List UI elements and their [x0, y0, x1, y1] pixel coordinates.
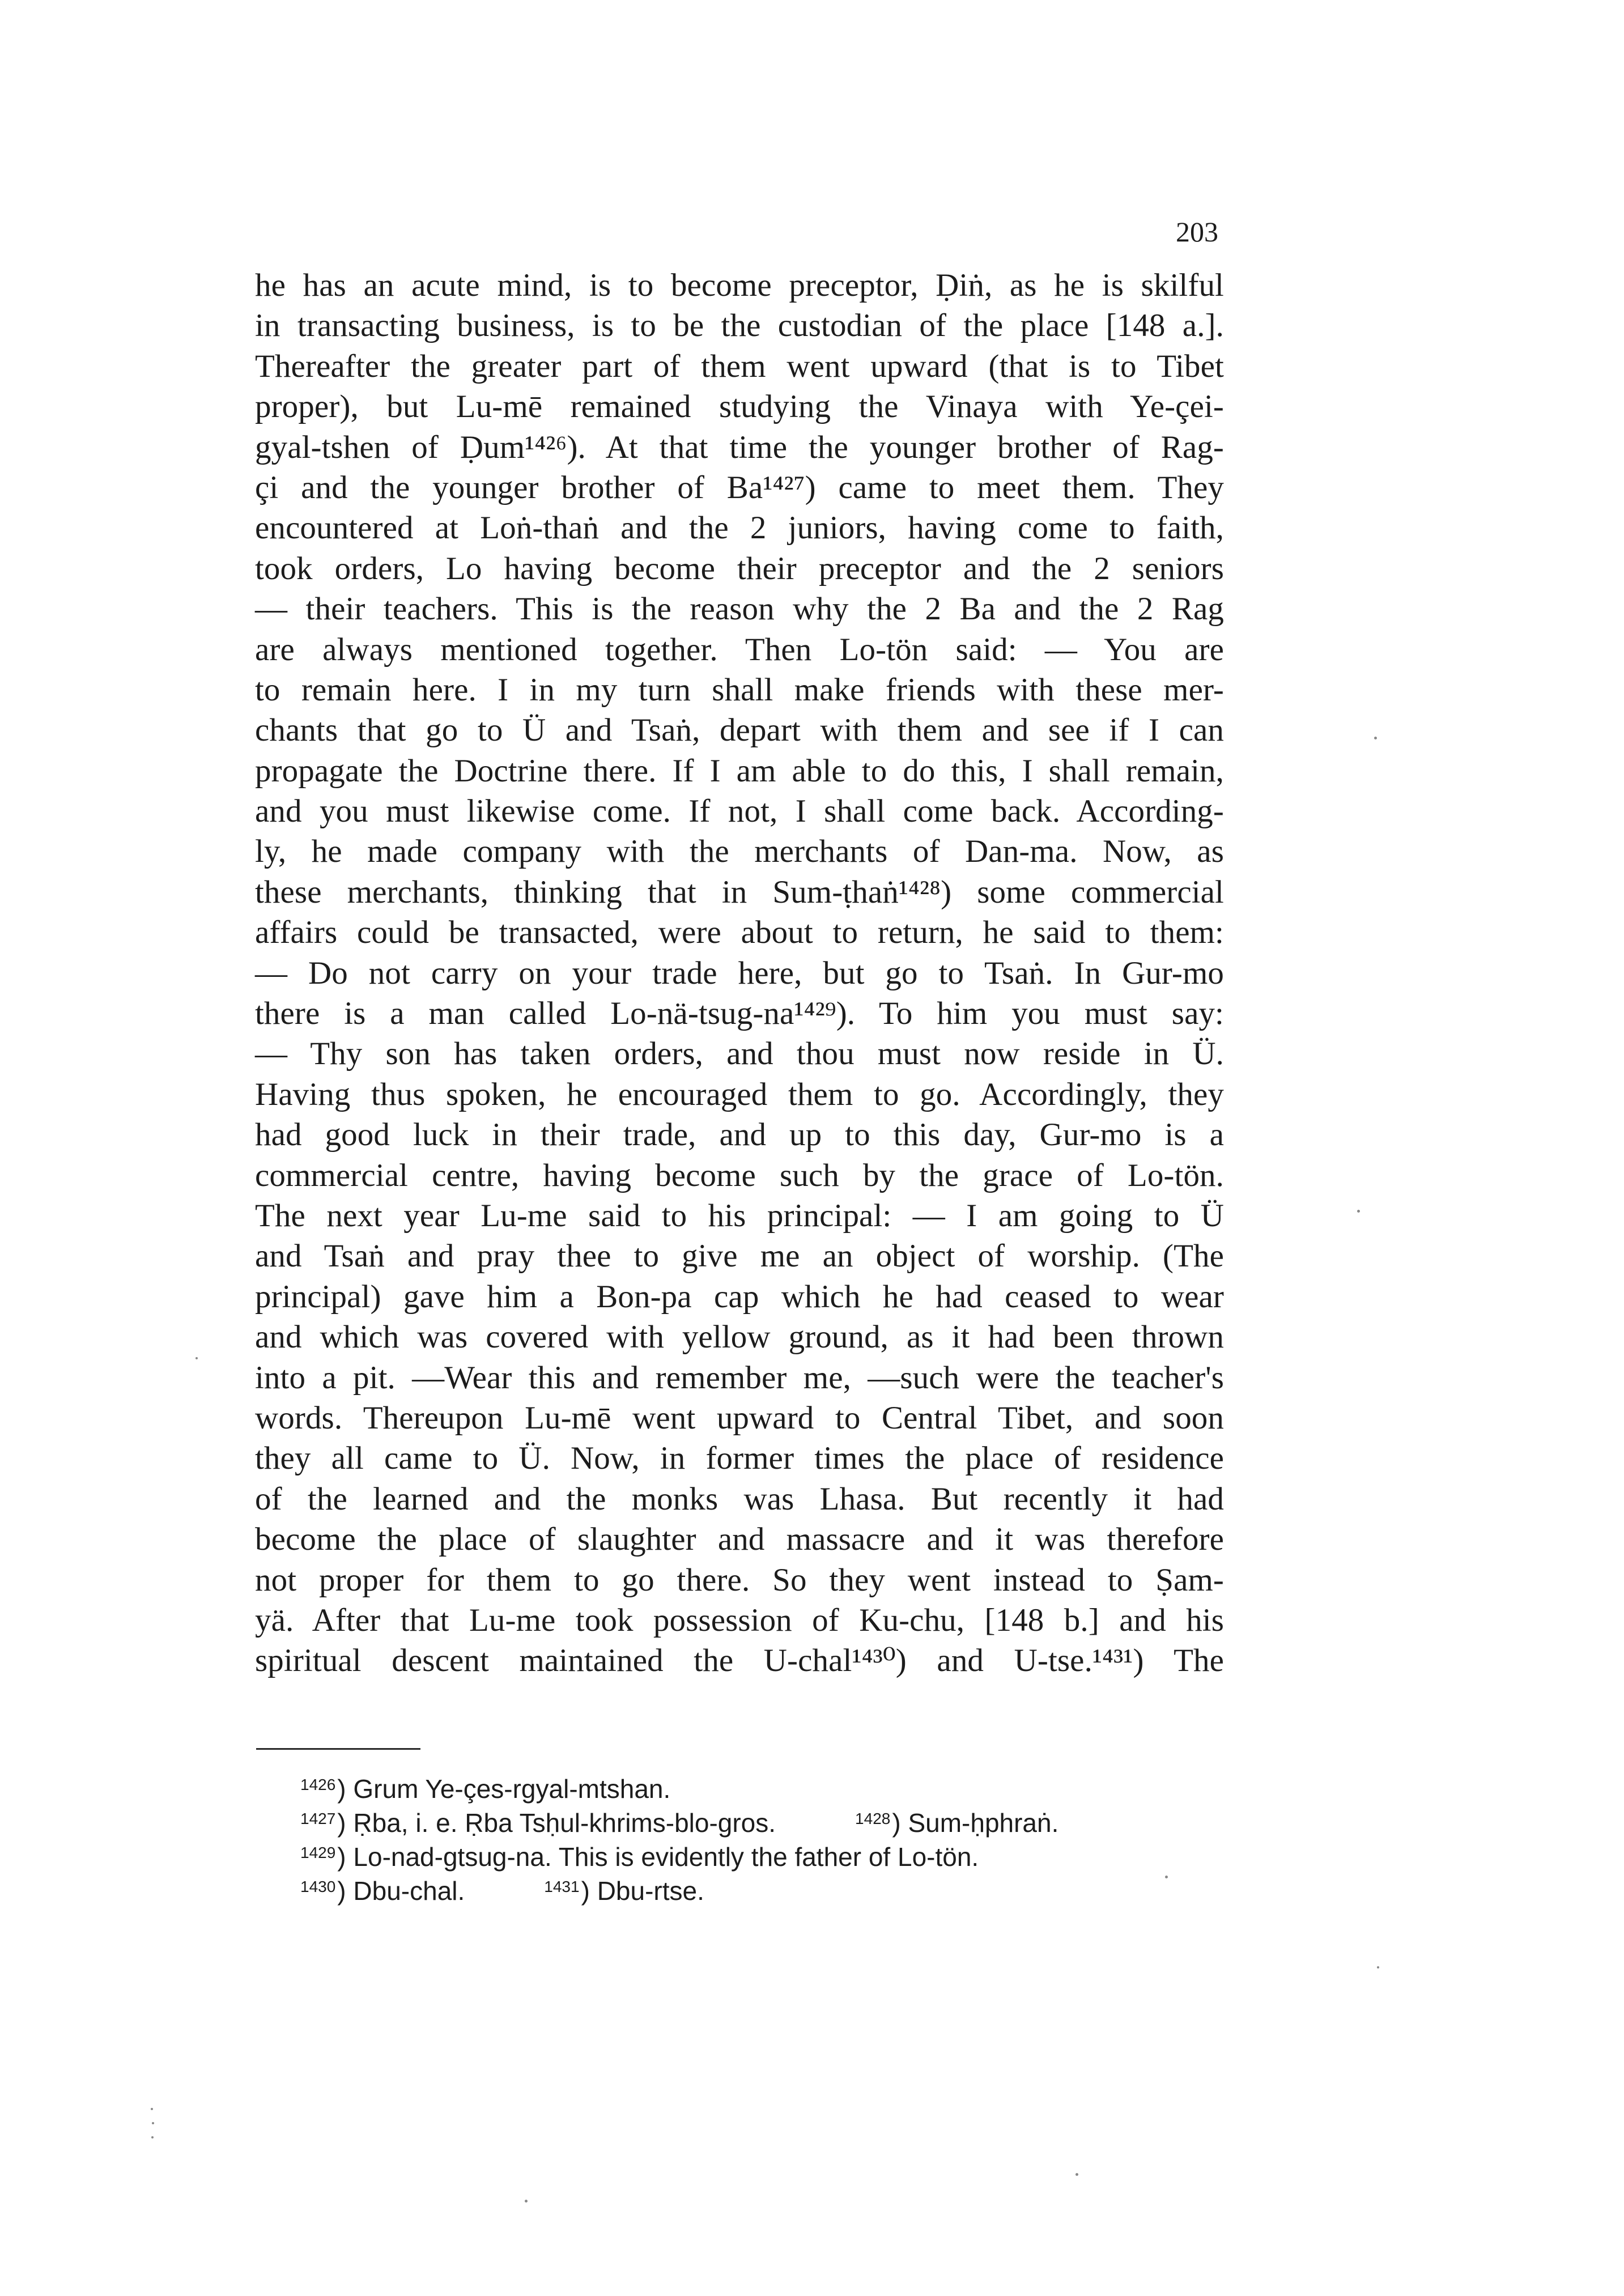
footnote-number: 1430	[300, 1878, 336, 1895]
text-line: become the place of slaughter and massacre and it was therefore	[255, 1521, 1224, 1558]
footnotes	[300, 1768, 1207, 1904]
footnote-text: Lo-nad-gtsug-na. This is evidently the father of Lo-tön.	[353, 1842, 979, 1872]
text-line: not proper for them to go there. So they went instead to Ṣam-	[255, 1562, 1224, 1598]
text-line: Thereafter the greater part of them went upward (that is to Tibet	[255, 348, 1224, 384]
footnote	[300, 1836, 979, 1874]
footnote	[300, 1768, 670, 1806]
footnote-text: Grum Ye-çes-rgyal-mtshan.	[353, 1774, 671, 1804]
text-line: to remain here. I in my turn shall make friends with these mer-	[255, 671, 1224, 708]
footnote-paren: )	[337, 1842, 354, 1872]
text-line: and you must likewise come. If not, I shall come back. According-	[255, 793, 1224, 830]
footnote-text: Sum-ḥphraṅ.	[908, 1808, 1059, 1838]
text-line: of the learned and the monks was Lhasa. But recently it had	[255, 1481, 1224, 1517]
text-line: çi and the younger brother of Ba¹⁴²⁷) came to meet them. They	[255, 469, 1224, 505]
text-line: are always mentioned together. Then Lo-tön said: — You are	[255, 631, 1224, 667]
footnote-paren: )	[337, 1876, 354, 1906]
text-line: proper), but Lu-mē remained studying the Vinaya with Ye-çei-	[255, 389, 1224, 425]
footnote-text: Ṛba, i. e. Ṛba Tsḥul-khrims-blo-gros.	[353, 1808, 776, 1838]
text-line: and Tsaṅ and pray thee to give me an object of worship. (The	[255, 1238, 1224, 1274]
text-line: gyal-tshen of Ḍum¹⁴²⁶). At that time the younger brother of Rag-	[255, 429, 1224, 465]
print-speck	[151, 2136, 154, 2138]
print-speck	[1075, 2173, 1078, 2176]
text-line: spiritual descent maintained the U-chal¹⁴³⁰) and U-tse.¹⁴³¹) The	[255, 1643, 1224, 1679]
footnote-paren: )	[337, 1808, 354, 1838]
text-line: — Do not carry on your trade here, but go to Tsaṅ. In Gur-mo	[255, 955, 1224, 991]
text-line: propagate the Doctrine there. If I am able to do this, I shall remain,	[255, 752, 1224, 789]
footnote-paren: )	[337, 1774, 354, 1804]
footnote-paren: )	[892, 1808, 908, 1838]
text-line: yä. After that Lu-me took possession of Ku-chu, [148 b.] and his	[255, 1602, 1224, 1638]
print-speck	[525, 2200, 528, 2203]
footnote-line	[300, 1802, 1207, 1836]
text-line: commercial centre, having become such by the grace of Lo-tön.	[255, 1157, 1224, 1193]
text-line: — Thy son has taken orders, and thou must now reside in Ü.	[255, 1036, 1224, 1072]
footnote-line	[300, 1768, 1207, 1802]
text-line: affairs could be transacted, were about to return, he said to them:	[255, 915, 1224, 951]
footnote-number: 1427	[300, 1810, 336, 1827]
footnote-line	[300, 1870, 1207, 1904]
print-speck	[1374, 737, 1377, 739]
text-line: and which was covered with yellow ground, as it had been thrown	[255, 1319, 1224, 1355]
footnote	[300, 1802, 776, 1840]
footnote-number: 1426	[300, 1776, 336, 1793]
print-speck	[1377, 1966, 1379, 1968]
text-line: in transacting business, is to be the custodian of the place [148 a.].	[255, 308, 1224, 344]
footnote	[544, 1870, 704, 1908]
footnote-line	[300, 1836, 1207, 1870]
text-line: ly, he made company with the merchants of Dan-ma. Now, as	[255, 834, 1224, 870]
text-line: The next year Lu-me said to his principal: — I am going to Ü	[255, 1197, 1224, 1234]
page-number: 203	[1176, 216, 1218, 248]
footnote-number: 1431	[544, 1878, 580, 1895]
text-line: into a pit. —Wear this and remember me, —such were the teacher's	[255, 1359, 1224, 1396]
text-line: encountered at Loṅ-thaṅ and the 2 juniors, having come to faith,	[255, 510, 1224, 546]
text-line: took orders, Lo having become their preceptor and the 2 seniors	[255, 550, 1224, 586]
print-speck	[1165, 1876, 1168, 1878]
text-line: Having thus spoken, he encouraged them to go. Accordingly, they	[255, 1076, 1224, 1112]
text-line: he has an acute mind, is to become preceptor, Ḍiṅ, as he is skilful	[255, 267, 1224, 303]
text-line: these merchants, thinking that in Sum-ṭhaṅ¹⁴²⁸) some commercial	[255, 874, 1224, 910]
print-speck	[1357, 1210, 1360, 1213]
print-speck	[151, 2108, 153, 2110]
footnote-text: Dbu-chal.	[353, 1876, 465, 1906]
footnote	[300, 1870, 465, 1908]
footnote-number: 1428	[855, 1810, 891, 1827]
footnote-divider	[256, 1748, 420, 1750]
text-line: they all came to Ü. Now, in former times the place of residence	[255, 1440, 1224, 1477]
print-speck	[195, 1357, 198, 1359]
text-line: words. Thereupon Lu-mē went upward to Central Tibet, and soon	[255, 1400, 1224, 1436]
footnote-text: Dbu-rtse.	[597, 1876, 704, 1906]
text-line: principal) gave him a Bon-pa cap which he had ceased to wear	[255, 1278, 1224, 1315]
footnote-paren: )	[581, 1876, 597, 1906]
print-speck	[152, 2122, 154, 2124]
text-line: had good luck in their trade, and up to this day, Gur-mo is a	[255, 1117, 1224, 1153]
footnote-number: 1429	[300, 1844, 336, 1861]
body-text	[255, 265, 1224, 1681]
text-line: there is a man called Lo-nä-tsug-na¹⁴²⁹). To him you must say:	[255, 996, 1224, 1032]
text-line: chants that go to Ü and Tsaṅ, depart with them and see if I can	[255, 712, 1224, 749]
text-line: — their teachers. This is the reason why the 2 Ba and the 2 Rag	[255, 591, 1224, 627]
footnote	[855, 1802, 1058, 1840]
